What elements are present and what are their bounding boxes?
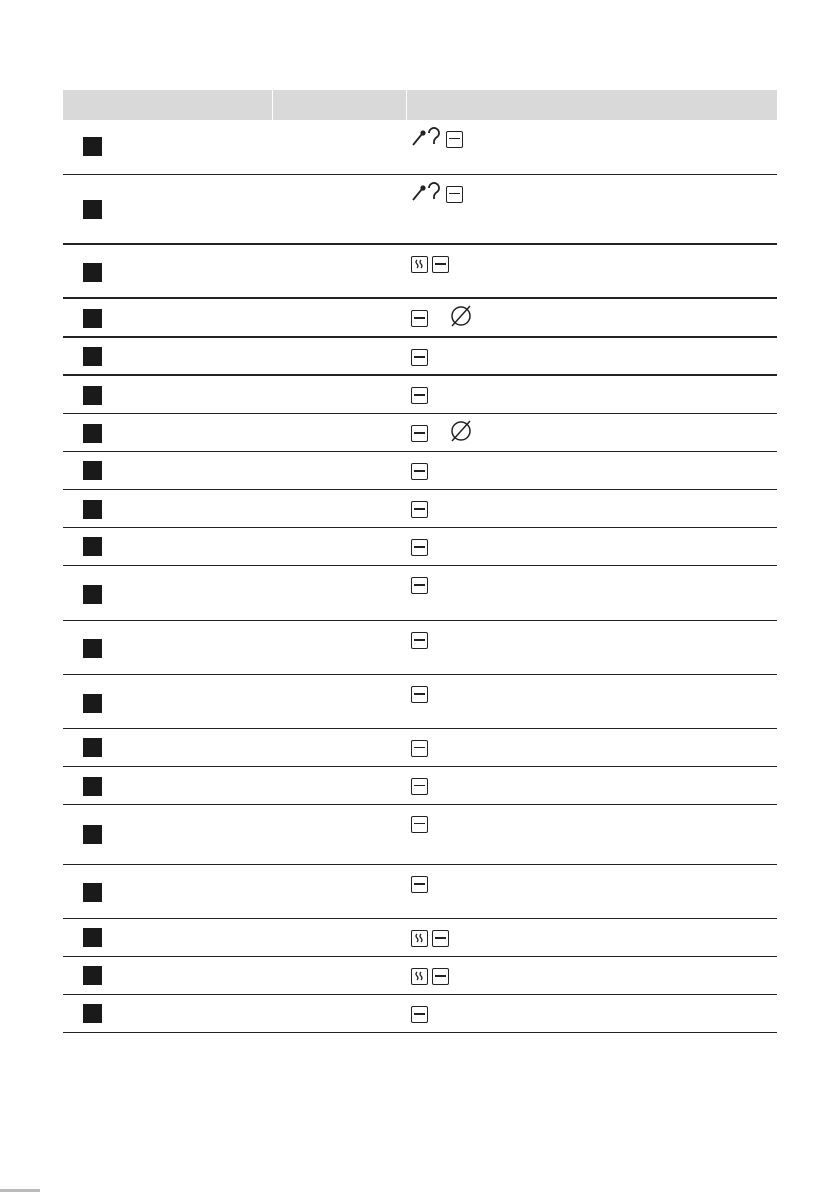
minus-box-icon (411, 463, 428, 480)
heat-icon (411, 968, 428, 985)
row-icons (411, 874, 432, 895)
table-body (63, 120, 777, 1033)
row-icons (411, 254, 453, 275)
minus-box-icon (411, 425, 428, 442)
table-row (63, 566, 777, 621)
row-icons (411, 1004, 432, 1025)
minus-box-icon (432, 930, 449, 947)
black-square-marker (83, 883, 102, 902)
table-row (63, 957, 777, 995)
black-square-marker (83, 825, 102, 844)
table-row (63, 675, 777, 729)
row-icons (411, 814, 432, 835)
table-row (63, 528, 777, 566)
table-row (63, 376, 777, 414)
row-icons (411, 966, 453, 987)
row-icons (411, 928, 453, 949)
table-row (63, 729, 777, 767)
row-icons (411, 347, 432, 368)
table-row (63, 995, 777, 1033)
settings-table (63, 90, 777, 1033)
row-icons (411, 129, 467, 150)
table-row (63, 490, 777, 528)
minus-box-icon (432, 256, 449, 273)
black-square-marker (83, 500, 102, 519)
black-square-marker (83, 1004, 102, 1023)
table-row (63, 452, 777, 490)
black-square-marker (83, 137, 102, 156)
row-icons (411, 184, 467, 205)
black-square-marker (83, 309, 102, 328)
black-square-marker (83, 585, 102, 604)
black-square-marker (83, 386, 102, 405)
table-row (63, 338, 777, 376)
minus-box-icon (411, 876, 428, 893)
minus-box-icon (411, 387, 428, 404)
minus-box-icon (411, 632, 428, 649)
table-header (63, 90, 777, 120)
row-icons (411, 776, 432, 797)
table-row (63, 919, 777, 957)
no-symbol-icon (448, 419, 474, 448)
row-icons (411, 423, 474, 444)
black-square-marker (83, 777, 102, 796)
probe-icon (411, 127, 441, 152)
minus-box-icon (432, 968, 449, 985)
row-icons (411, 684, 432, 705)
header-divider (406, 90, 407, 120)
table-row (63, 865, 777, 919)
minus-box-icon (411, 349, 428, 366)
table-row (63, 414, 777, 452)
minus-box-icon (411, 1006, 428, 1023)
table-row (63, 245, 777, 299)
row-icons (411, 385, 432, 406)
minus-box-icon (411, 577, 428, 594)
black-square-marker (83, 928, 102, 947)
header-divider (272, 90, 273, 120)
probe-icon (411, 182, 441, 207)
black-square-marker (83, 347, 102, 366)
black-square-marker (83, 424, 102, 443)
minus-box-icon (446, 186, 463, 203)
row-icons (411, 499, 432, 520)
row-icons (411, 738, 432, 759)
table-row (63, 621, 777, 675)
minus-box-icon (411, 778, 428, 795)
black-square-marker (83, 639, 102, 658)
minus-box-icon (411, 539, 428, 556)
black-square-marker (83, 694, 102, 713)
row-icons (411, 461, 432, 482)
minus-box-icon (411, 686, 428, 703)
row-icons (411, 308, 474, 329)
black-square-marker (83, 966, 102, 985)
row-icons (411, 575, 432, 596)
table-row (63, 299, 777, 338)
row-icons (411, 630, 432, 651)
black-square-marker (83, 263, 102, 282)
table-row (63, 175, 777, 245)
minus-box-icon (411, 740, 428, 757)
black-square-marker (83, 461, 102, 480)
heat-icon (411, 256, 428, 273)
no-symbol-icon (448, 304, 474, 333)
minus-box-icon (411, 310, 428, 327)
black-square-marker (83, 200, 102, 219)
table-row (63, 805, 777, 865)
table-row (63, 120, 777, 175)
minus-box-icon (411, 816, 428, 833)
minus-box-icon (411, 501, 428, 518)
heat-icon (411, 930, 428, 947)
minus-box-icon (446, 131, 463, 148)
row-icons (411, 537, 432, 558)
black-square-marker (83, 738, 102, 757)
table-row (63, 767, 777, 805)
black-square-marker (83, 537, 102, 556)
